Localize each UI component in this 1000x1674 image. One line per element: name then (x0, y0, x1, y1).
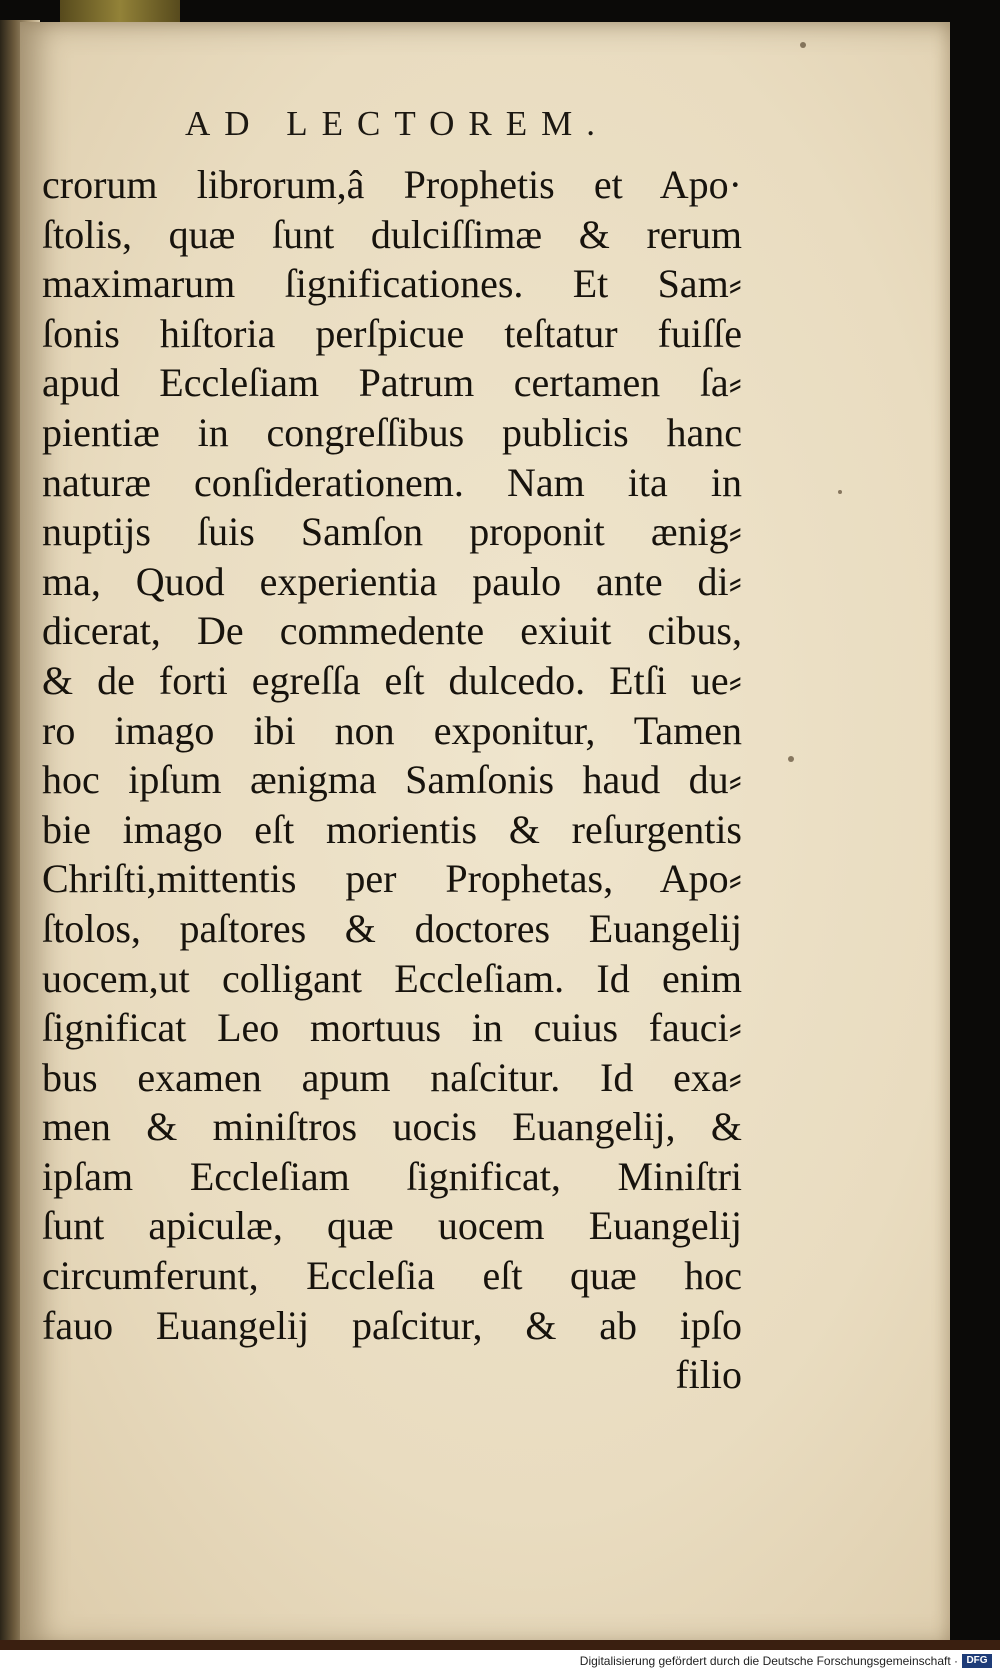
text-line-15: Chriſti,mittentis per Prophetas, Apo⸗ (42, 856, 742, 902)
text-line-3: maximarum ſignificationes. Et Sam⸗ (42, 261, 742, 307)
text-line-9: ma, Quod experientia paulo ante di⸗ (42, 558, 742, 604)
text-line-19: bus examen apum naſcitur. Id exa⸗ (42, 1054, 742, 1100)
text-line-22: ſunt apiculæ, quæ uocem Euangelij (42, 1203, 742, 1249)
paper-speck (838, 490, 842, 494)
running-head: AD LECTOREM. (185, 104, 610, 143)
text-line-13: hoc ipſum ænigma Samſonis haud du⸗ (42, 757, 742, 803)
text-line-21: ipſam Eccleſiam ſignificat, Miniſtri (42, 1153, 742, 1199)
dfg-logo[interactable]: DFG (962, 1654, 992, 1668)
text-line-14: bie imago eſt morientis & reſurgentis (42, 806, 742, 852)
binding-edge-top (60, 0, 180, 22)
text-line-1: crorum librorum,â Prophetis et Apo· (42, 162, 742, 207)
text-line-12: ro imago ibi non exponitur, Tamen (42, 707, 742, 753)
catchword: filio (675, 1352, 742, 1398)
text-line-5: apud Eccleſiam Patrum certamen ſa⸗ (42, 360, 742, 406)
text-line-24: fauo Euangelij paſcitur, & ab ipſo (42, 1302, 742, 1348)
text-line-6: pientiæ in congreſſibus publicis hanc (42, 409, 742, 455)
text-line-7: naturæ conſiderationem. Nam ita in (42, 459, 742, 505)
paper-speck (800, 42, 806, 48)
paper-speck (788, 756, 794, 762)
text-line-8: nuptijs ſuis Samſon proponit ænig⸗ (42, 509, 742, 555)
text-line-10: dicerat, De commedente exiuit cibus, (42, 608, 742, 654)
page-bottom-edge (0, 1640, 1000, 1650)
text-line-11: & de forti egreſſa eſt dulcedo. Etſi ue⸗ (42, 657, 742, 703)
text-line-4: ſonis hiſtoria perſpicue teſtatur fuiſſe (42, 310, 742, 356)
text-line-16: ſtolos, paſtores & doctores Euangelij (42, 905, 742, 951)
body-text (42, 160, 742, 1400)
text-line-2: ſtolis, quæ ſunt dulciſſimæ & rerum (42, 211, 742, 257)
text-line-23: circumferunt, Eccleſia eſt quæ hoc (42, 1253, 742, 1299)
text-line-18: ſignificat Leo mortuus in cuius fauci⸗ (42, 1005, 742, 1051)
funding-credit: Digitalisierung gefördert durch die Deutsche Forschungsgemeinschaft · (579, 1654, 958, 1668)
text-line-17: uocem,ut colligant Eccleſiam. Id enim (42, 955, 742, 1001)
text-line-20: men & miniſtros uocis Euangelij, & (42, 1104, 742, 1150)
